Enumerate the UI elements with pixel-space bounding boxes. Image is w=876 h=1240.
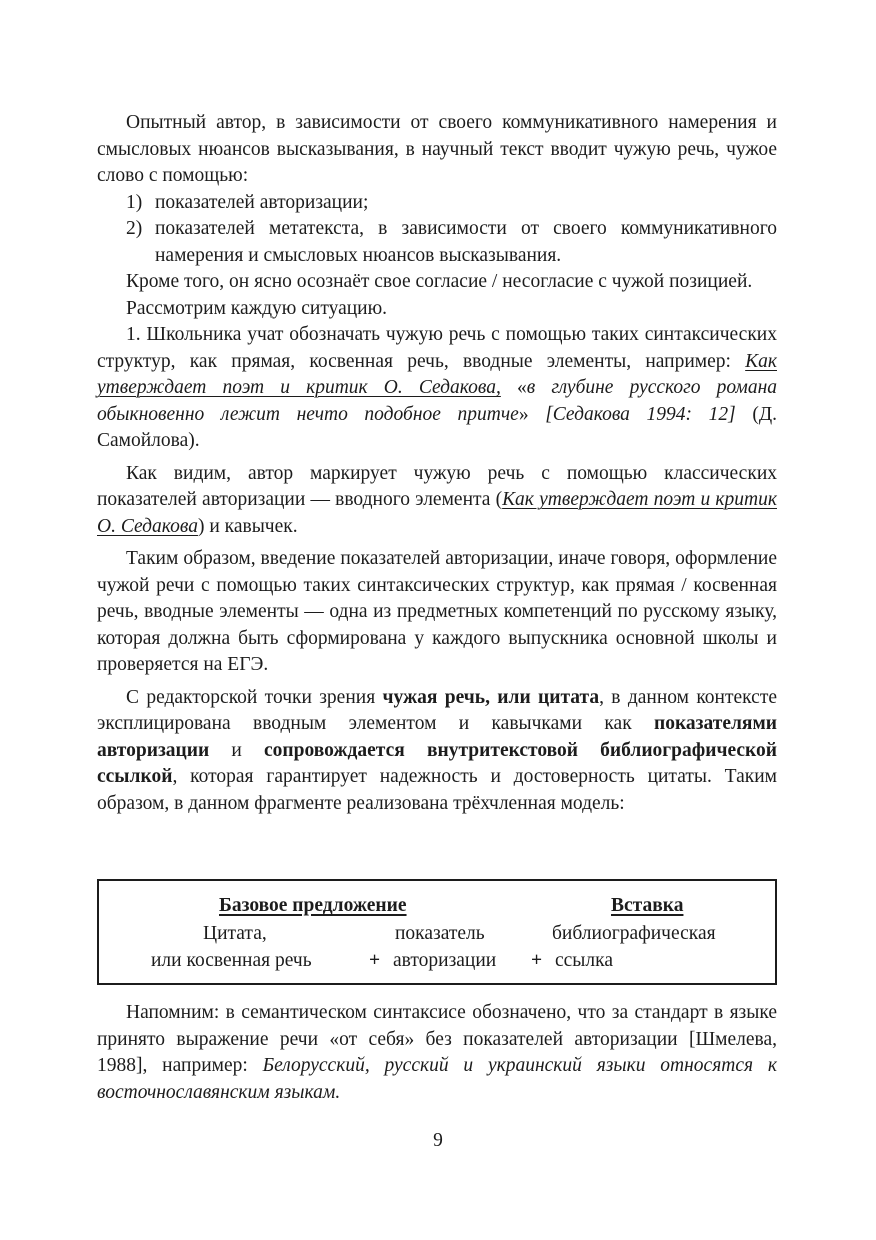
text-run: ) и кавычек. [197, 515, 298, 537]
page-number: 9 [433, 1130, 443, 1151]
link-label: ссылка [555, 950, 613, 971]
plus-sign: + [531, 950, 543, 971]
citation-reference: [Седакова 1994: 12] [545, 403, 736, 425]
header-insertion: Вставка [611, 895, 684, 916]
text-run: С редакторской точки зрения [126, 686, 383, 708]
quote-label: Цитата, [203, 923, 267, 944]
model-diagram-box [97, 879, 777, 985]
bold-term: сопровождается внутритекстовой библиографической ссылкой [97, 739, 777, 787]
plus-sign: + [369, 950, 381, 971]
bibliographic-label: библиографическая [552, 923, 716, 944]
paragraph-agreement: Кроме того, он ясно осознаёт свое согласие / несогласие с чужой позицией. [126, 271, 753, 292]
list-text: показателей метатекста, в зависимости от своего коммуникативного намерения и смысловых нюансов высказывания. [155, 218, 777, 266]
list-item [97, 216, 777, 269]
introductory-element: Как утверждает поэт и критик О. Седакова [97, 489, 777, 537]
quotation: в глубине русского романа обыкновенно лежит нечто подобное притче [97, 377, 778, 425]
list-number: 2) [126, 218, 143, 239]
introductory-element: Как утверждает поэт и критик О. Седакова, [97, 350, 777, 398]
text-run: 1. Школьника учат обозначать чужую речь с помощью таких синтаксических структур, как прямая, косвенная речь, вводные элементы, например: [97, 324, 777, 372]
bold-term: чужая речь, или цитата [382, 686, 600, 708]
list-item [97, 190, 777, 217]
closing-text [97, 1000, 777, 1106]
paragraph-conclusion: Таким образом, введение показателей авторизации, иначе говоря, оформление чужой речи с помощью таких синтаксических структур, как прямая / косвенная речь, вводные элементы — одна из предметных компетенций по русскому языку, которая должна быть сформирована у каждого выпускника основной школы и проверяется на ЕГЭ. [97, 548, 777, 675]
paragraph-example [97, 322, 777, 455]
text-run: , которая гарантирует надежность и достоверность цитаты. Таким образом, в данном фрагменте реализована трёхчленная модель: [97, 766, 777, 814]
text-run: , в данном контексте эксплицирована вводным элементом и кавычками как [97, 686, 777, 734]
quote-close: » [518, 403, 546, 425]
paragraph-analysis [97, 461, 777, 541]
example-sentence: Белорусский, русский и украинский языки относятся к восточнославянским языкам. [97, 1055, 777, 1103]
paragraph-intro: Опытный автор, в зависимости от своего коммуникативного намерения и смысловых нюансов высказывания, в научный текст вводит чужую речь, чужое слово с помощью: [97, 112, 777, 186]
text-run: Как видим, автор маркирует чужую речь с помощью классических показателей авторизации — вводного элемента ( [97, 462, 777, 510]
quote-open: « [500, 377, 527, 398]
list-number: 1) [126, 191, 143, 213]
text-run: и [209, 739, 264, 761]
header-base-sentence: Базовое предложение [219, 895, 407, 916]
indirect-speech-label: или косвенная речь [151, 950, 312, 971]
paragraph-reminder [97, 1000, 777, 1106]
text-run: (Д. Самойлова). [97, 403, 777, 451]
list-text: показателей авторизации; [155, 191, 369, 213]
text-run: Напомним: в семантическом синтаксисе обозначено, что за стандарт в языке принято выражение речи «от себя» без показателей авторизации [Шмелева, 1988], например: [97, 1002, 777, 1076]
bold-term: показателями авторизации [97, 713, 777, 761]
indicator-label: показатель [395, 923, 485, 944]
main-text [97, 110, 777, 817]
paragraph-editorial [97, 685, 777, 818]
paragraph-consider: Рассмотрим каждую ситуацию. [126, 297, 388, 319]
authorization-label: авторизации [393, 950, 497, 971]
